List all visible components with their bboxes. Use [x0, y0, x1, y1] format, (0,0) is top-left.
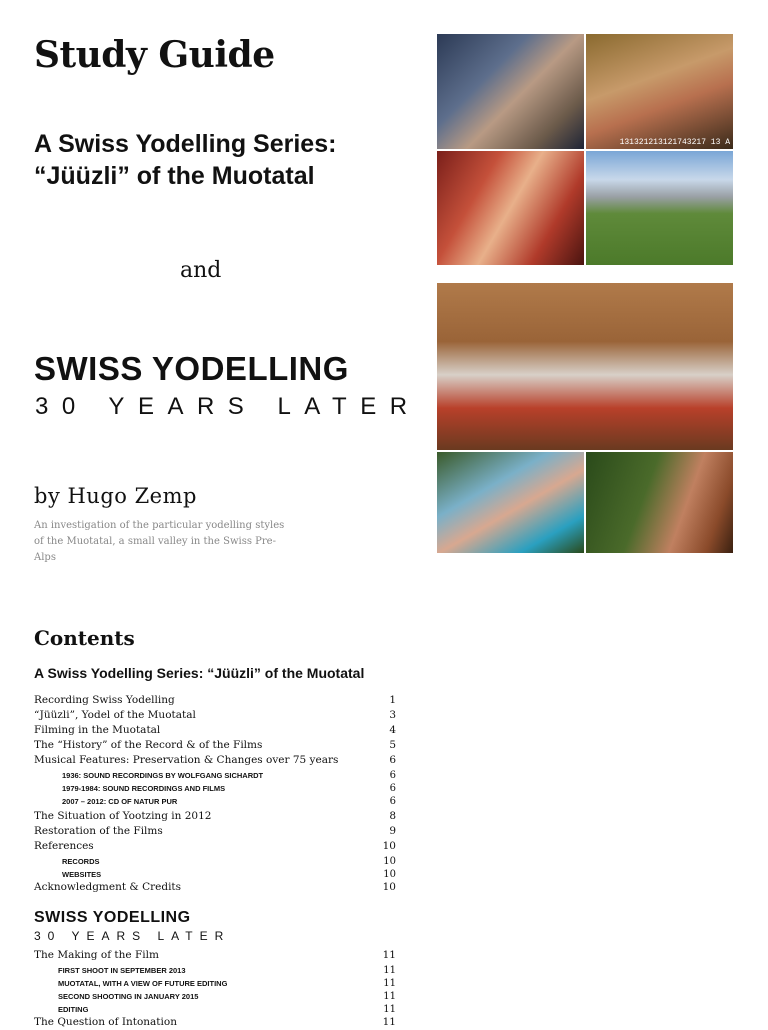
series1-title-line2: “Jüüzli” of the Muotatal — [34, 162, 315, 190]
toc-entry-title: Filming in the Muotatal — [34, 724, 161, 736]
film-still-label: 131321213121743217 13 A — [619, 138, 730, 147]
toc-entry-title: 2007 – 2012: CD OF NATUR PUR — [62, 797, 178, 806]
toc-entry[interactable] — [34, 880, 396, 895]
toc-entry-page: 11 — [383, 965, 396, 976]
toc-subentry[interactable] — [34, 976, 396, 989]
contents-section2-title: SWISS YODELLING — [34, 909, 191, 926]
toc-entry-title: Acknowledgment & Credits — [34, 881, 182, 893]
toc-subentry[interactable] — [34, 1002, 396, 1015]
toc-entry-page: 1 — [389, 694, 396, 706]
toc-entry-title: SECOND SHOOTING IN JANUARY 2015 — [58, 992, 199, 1001]
series2-title: SWISS YODELLING — [34, 350, 349, 387]
toc-entry-title: FIRST SHOOT IN SEPTEMBER 2013 — [58, 966, 186, 975]
toc-entry-title: 1979-1984: SOUND RECORDINGS AND FILMS — [62, 784, 226, 793]
toc-entry-title: The Situation of Yootzing in 2012 — [34, 810, 212, 822]
toc-entry[interactable] — [34, 738, 396, 753]
contents-section2-subtitle: 30 YEARS LATER — [34, 929, 231, 943]
toc-entry-title: Restoration of the Films — [34, 825, 163, 837]
toc-entry-title: Recording Swiss Yodelling — [34, 694, 175, 706]
toc-entry-page: 11 — [383, 991, 396, 1002]
toc-entry-title: WEBSITES — [62, 870, 102, 879]
toc-entry[interactable] — [34, 824, 396, 839]
toc-entry-title: EDITING — [58, 1005, 89, 1014]
toc-entry-page: 11 — [382, 1016, 396, 1028]
toc-entry-page: 3 — [389, 709, 396, 721]
photo-old-man-hood — [437, 34, 584, 149]
photo-men-at-table — [437, 283, 733, 450]
toc-subentry[interactable] — [34, 867, 396, 880]
toc-entry-page: 11 — [382, 949, 396, 961]
contents-section1-title: A Swiss Yodelling Series: “Jüüzli” of the Muotatal — [34, 665, 365, 681]
toc-entry-page: 11 — [383, 978, 396, 989]
toc-subentry[interactable] — [34, 794, 396, 809]
contents-heading: Contents — [34, 626, 135, 650]
toc-entry[interactable] — [34, 723, 396, 738]
toc-entry[interactable] — [34, 1015, 396, 1030]
toc-entry[interactable] — [34, 693, 396, 708]
toc-section2 — [34, 948, 396, 1030]
toc-entry-title: The “History” of the Record & of the Films — [34, 739, 263, 751]
toc-section1 — [34, 693, 396, 895]
toc-entry-title: The Making of the Film — [34, 949, 159, 961]
toc-entry-page: 8 — [389, 810, 396, 822]
toc-entry-page: 6 — [389, 796, 396, 807]
and-connector: and — [180, 258, 222, 283]
photo-bearded-man — [586, 34, 733, 149]
photo-man-profile — [586, 452, 733, 553]
toc-entry-title: 1936: SOUND RECORDINGS BY WOLFGANG SICHARDT — [62, 771, 264, 780]
photo-alpine-cows — [586, 151, 733, 265]
toc-entry-page: 6 — [389, 783, 396, 794]
toc-subentry[interactable] — [34, 854, 396, 867]
toc-entry[interactable] — [34, 753, 396, 768]
toc-subentry[interactable] — [34, 963, 396, 976]
toc-entry-title: References — [34, 840, 94, 852]
toc-entry[interactable] — [34, 708, 396, 723]
document-title: Study Guide — [34, 34, 275, 76]
toc-subentry[interactable] — [34, 781, 396, 794]
toc-entry-page: 6 — [389, 770, 396, 781]
photo-children-singing — [437, 151, 584, 265]
toc-entry-page: 9 — [389, 825, 396, 837]
author-byline: by Hugo Zemp — [34, 484, 197, 508]
toc-entry-title: RECORDS — [62, 857, 100, 866]
series2-subtitle: 30 YEARS LATER — [35, 393, 421, 420]
toc-entry[interactable] — [34, 839, 396, 854]
toc-entry[interactable] — [34, 809, 396, 824]
toc-entry-page: 4 — [389, 724, 396, 736]
toc-entry-page: 10 — [383, 869, 396, 880]
toc-entry-title: Musical Features: Preservation & Changes over 75 years — [34, 754, 339, 766]
toc-entry-page: 5 — [389, 739, 396, 751]
toc-entry-page: 6 — [389, 754, 396, 766]
toc-entry-title: MUOTATAL, WITH A VIEW OF FUTURE EDITING — [58, 979, 228, 988]
series1-title-line1: A Swiss Yodelling Series: — [34, 130, 337, 158]
toc-entry[interactable] — [34, 948, 396, 963]
toc-subentry[interactable] — [34, 989, 396, 1002]
blurb-line-2: of the Muotatal, a small valley in the Swiss Pre-Alps — [34, 536, 276, 563]
description-blurb — [34, 518, 294, 566]
toc-entry-page: 10 — [382, 881, 396, 893]
toc-entry-page: 11 — [383, 1004, 396, 1015]
toc-entry-page: 10 — [383, 856, 396, 867]
toc-subentry[interactable] — [34, 768, 396, 781]
series1-title — [34, 128, 414, 192]
toc-entry-page: 10 — [382, 840, 396, 852]
toc-entry-title: The Question of Intonation — [34, 1016, 177, 1028]
blurb-line-1: An investigation of the particular yodelling styles — [34, 520, 285, 531]
toc-entry-title: “Jüüzli”, Yodel of the Muotatal — [34, 709, 196, 721]
photo-boy-outdoors — [437, 452, 584, 553]
